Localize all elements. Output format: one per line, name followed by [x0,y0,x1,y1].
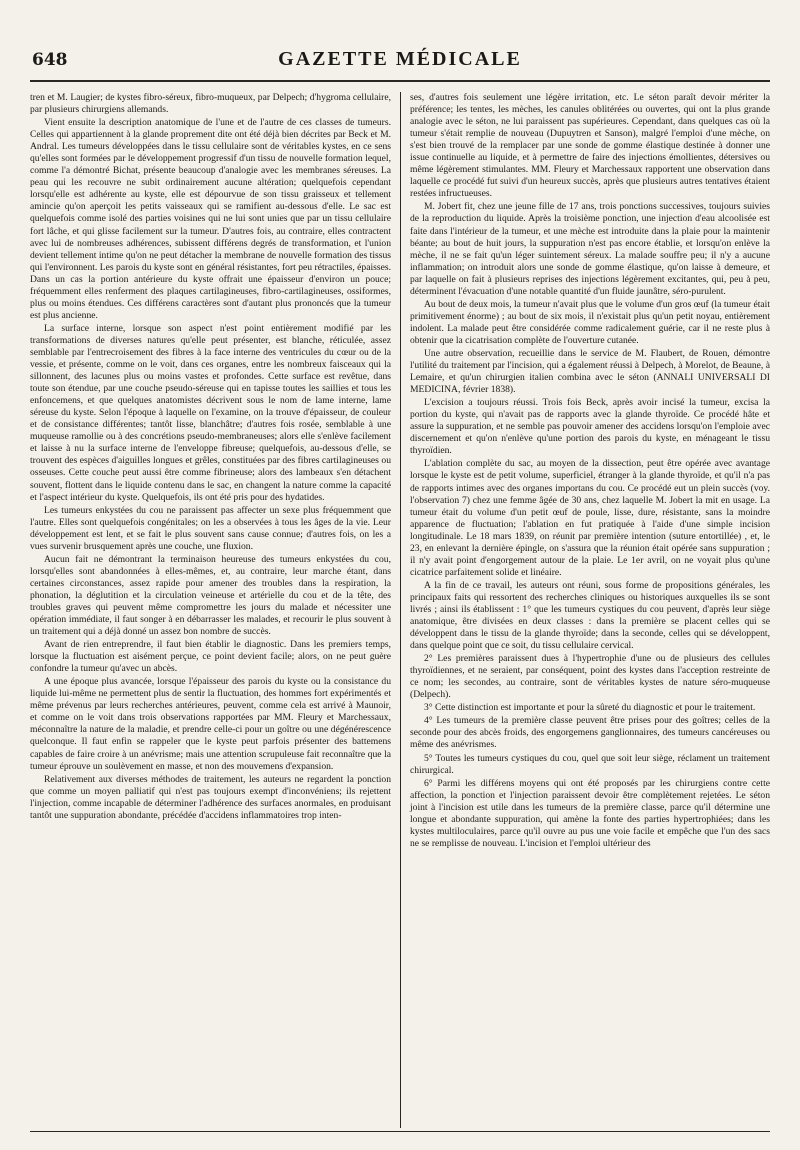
text-columns [30,92,770,1128]
left-column [30,92,400,1128]
right-column [400,92,770,1128]
paragraph: Aucun fait ne démontrant la terminaison heureuse des tumeurs enkystées du cou, lorsqu'elles sont abandonnées à elles-mêmes, et, au contraire, leur marche étant, dans certaines circonstances, assez rapide pour amener des troubles dans la respiration, la phonation, la déglutition et la circulation veineuse et artérielle du cou et de la tête, des troubles graves qui peuvent même compromettre les jours du malade et nécessiter une opération immédiate, il faut songer à en débarrasser les malades, et recourir le plus souvent à un traitement qui a déjà donné un assez bon nombre de succès. [30,553,391,638]
paragraph: Avant de rien entreprendre, il faut bien établir le diagnostic. Dans les premiers temps, lorsque la fluctuation est aisément perçue, ce point devient facile; alors, on ne peut guère confondre la tumeur qu'avec un abcès. [30,639,391,675]
page-number: 648 [32,50,68,70]
paragraph: L'ablation complète du sac, au moyen de la dissection, peut être opérée avec avantage lorsque le kyste est de petit volume, superficiel, étranger à la glande thyroïde, et qu'il n'a pas de rapports intimes avec des organes importans du cou. Ce procédé eut un plein succès (voy. l'observation 7) chez une femme âgée de 30 ans, chez laquelle M. Jobert la mit en usage. La tumeur était du volume d'un petit œuf de poule, lisse, dure, résistante, sans la moindre apparence de fluctuation; l'ablation en fut pratiquée à l'aide d'une simple incision longitudinale. Le 18 mars 1839, on réunit par première intention (suture entortillée) , et, le 23, en enlevant la dernière épingle, on s'assura que la réunion était opérée sans suppuration ; il n'y avait point d'engorgement autour de la plaie. Le 1er avril, on ne voyait plus qu'une cicatrice parfaitement solide et linéaire. [410,458,770,578]
paragraph: Une autre observation, recueillie dans le service de M. Flaubert, de Rouen, démontre l'utilité du traitement par l'incision, qui a également réussi à Delpech, à Morelot, de Beaune, à Lemaire, et qu'un chirurgien italien combina avec le séton (ANNALI UNIVERSALI DI MEDICINA, février 1838). [410,347,770,396]
paragraph: L'excision a toujours réussi. Trois fois Beck, après avoir incisé la tumeur, excisa la portion du kyste, qui n'avait pas de rapports avec la glande thyroïde. Ce procédé hâte et assure la suppuration, et ne semble pas pouvoir amener des accidens lorsqu'on l'emploie avec discernement et qu'on n'enlève qu'une portion des parois du kyste, en ménageant le tissu thyroïdien. [410,397,770,457]
paragraph: 2° Les premières paraissent dues à l'hypertrophie d'une ou de plusieurs des cellules thyroïdiennes, et ne seraient, par conséquent, point des kystes dans l'acception restreinte de ce nom; les secondes, au contraire, sont de véritables kystes de nature séro-muqueuse (Delpech). [410,653,770,701]
paragraph: Au bout de deux mois, la tumeur n'avait plus que le volume d'un gros œuf (la tumeur était primitivement énorme) ; au bout de six mois, il n'existait plus qu'un petit noyau, entièrement indolent. La malade peut être considérée comme radicalement guérie, car il ne reste plus à obtenir que la cicatrisation complète de l'ouverture cutanée. [410,298,770,346]
paragraph: La surface interne, lorsque son aspect n'est point entièrement modifié par les transformations de diverses natures qu'elle peut présenter, est blanche, réticulée, assez semblable par l'entrecroisement des fibres à la face interne des ventricules du cœur ou de la vessie, et présente, comme on le voit, dans ces organes, entre les nombreux faisceaux qui la sillonnent, des lacunes plus ou moins vastes et profondes. Cette surface est revêtue, dans toute son étendue, par une couche pseudo-séreuse qui en tapisse toutes les saillies et tous les enfoncemens, et que quelques anatomistes décrivent sous le nom de lame interne, lame séreuse du kyste. Selon l'époque à laquelle on l'examine, on la trouve d'épaisseur, de couleur et de consistance différentes; tantôt lisse, blanchâtre; d'autres fois rosée, semblable à une muqueuse ramollie ou à des concrétions pseudo-membraneuses; alors elle s'enlève facilement et laisse à nu la surface interne de l'enveloppe fibreuse; quelquefois, au-dessous d'elle, se trouvent des espèces d'aiguilles longues et grêles, constituées par des fibres cartilagineuses ou osseuses. Cette couche peut aussi être comme fibrineuse; alors des lambeaux s'en détachent souvent, flottent dans le liquide contenu dans le sac, en changent la nature comme la capacité et l'aspect intérieur du kyste. Quelquefois, ils ont été pris pour des hydatides. [30,322,391,503]
paragraph: Relativement aux diverses méthodes de traitement, les auteurs ne regardent la ponction que comme un moyen palliatif qui n'est pas toujours exempt d'inconvéniens; ils rejettent l'injection, comme incapable de déterminer l'adhérence des surfaces anormales, en produisant tantôt une suppuration abondante, précédée d'accidens inflammatoires trop inten- [30,773,391,821]
paragraph: Les tumeurs enkystées du cou ne paraissent pas affecter un sexe plus fréquemment que l'autre. Elles sont quelquefois congénitales; on les a observées à tous les âges de la vie. Leur développement est lent, et se fait le plus souvent sans cause connue; d'autres fois, on les a vues survenir brusquement après une couche, une fluxion. [30,504,391,552]
paragraph: tren et M. Laugier; de kystes fibro-séreux, fibro-muqueux, par Delpech; d'hygroma cellulaire, par plusieurs chirurgiens allemands. [30,92,391,116]
footer-rule [30,1131,770,1132]
paragraph: A une époque plus avancée, lorsque l'épaisseur des parois du kyste ou la consistance du liquide lui-même ne permettent plus de sentir la fluctuation, des hommes fort expérimentés et même prévenus par leurs recherches antérieures, peuvent, comme cela est arrivé à Maunoir, et comme on le voit dans trois observations rapportées par MM. Fleury et Marchessaux, méconnaître la nature de la maladie, et prendre celle-ci pour un goître ou une dégénérescence quelconque. Il faut enfin se rappeler que le kyste peut parfois présenter des battemens capables de faire croire à un anévrisme; mais une attention scrupuleuse fait reconnaître que la tumeur éprouve un soulèvement en masse, et non des mouvemens d'expansion. [30,676,391,772]
page-header [30,42,770,82]
journal-title: GAZETTE MÉDICALE [278,48,522,70]
paragraph: 5° Toutes les tumeurs cystiques du cou, quel que soit leur siège, réclament un traitement chirurgical. [410,752,770,776]
paragraph: ses, d'autres fois seulement une légère irritation, etc. Le séton paraît devoir mériter la préférence; les tentes, les mèches, les canules oblitérées ou ouvertes, qui ont la plus grande analogie avec le séton, ne lui paraissent pas supérieures. Cependant, dans quelques cas où la tumeur s'était remplie de nouveau (Dupuytren et Sanson), malgré l'emploi d'une mèche, on s'est bien trouvé de la remplacer par une sonde de gomme élastique destinée à donner une issue continuelle au liquide, et à permettre de faire des injections émollientes, détersives ou même légèrement stimulantes. MM. Fleury et Marchessaux rapportent une observation dans laquelle ce procédé fut suivi d'un heureux succès, après que plusieurs autres tentatives étaient restées infructueuses. [410,92,770,200]
paragraph: 4° Les tumeurs de la première classe peuvent être prises pour des goîtres; celles de la seconde pour des abcès froids, des engorgemens ganglionnaires, des tumeurs cancéreuses ou même des anévrismes. [410,715,770,751]
paragraph: A la fin de ce travail, les auteurs ont réuni, sous forme de propositions générales, les principaux faits qui ressortent des recherches cliniques ou historiques auxquelles ils se sont livrés ; ainsi ils établissent : 1° que les tumeurs cystiques du cou peuvent, d'après leur siège anatomique, être divisées en deux classes : dans la première se placent celles qui se développent dans le tissu de la glande thyroïde; dans la seconde, celles qui se développent, dans quelque point que ce soit, du tissu cellulaire cervical. [410,579,770,652]
paragraph: M. Jobert fit, chez une jeune fille de 17 ans, trois ponctions successives, toujours suivies de la reproduction du liquide. Après la troisième ponction, une injection d'eau alcoolisée est faite dans l'intérieur de la tumeur, et une mèche est introduite dans la plaie pour la maintenir béante; au bout de huit jours, la suppuration n'est pas encore établie, et lorsqu'on enlève la mèche, il ne se fait qu'un léger suintement séreux. La malade souffre peu; il n'y a aucune inflammation; on introduit alors une sonde de gomme élastique, qu'on laisse à demeure, et par laquelle on fait à plusieurs reprises des injections légèrement excitantes, qui, peu à peu, déterminent l'évacuation d'une notable quantité d'un fluide jaunâtre, séro-purulent. [410,201,770,297]
paragraph: 3° Cette distinction est importante et pour la sûreté du diagnostic et pour le traitement. [424,702,756,714]
paragraph: 6° Parmi les différens moyens qui ont été proposés par les chirurgiens contre cette affection, la ponction et l'injection paraissent devoir être complètement rejetées. Le séton joint à l'incision est utile dans les tumeurs de la première classe, parce qu'il détermine une longue et abondante suppuration, qui amène la fonte des parties hypertrophiées; dans les kystes multiloculaires, parce qu'il ouvre au pus une voie facile et empêche que l'un des sacs ne se remplisse de nouveau. L'incision et l'emploi ultérieur des [410,777,770,849]
paragraph: Vient ensuite la description anatomique de l'une et de l'autre de ces classes de tumeurs. Celles qui appartiennent à la glande proprement dite ont été déjà bien décrites par Beck et M. Andral. Les tumeurs développées dans le tissu cellulaire sont de véritables kystes, en ce sens qu'elles sont formées par le développement progressif d'un tissu de nouvelle formation lequel, comme l'a démontré Bichat, présente beaucoup d'analogie avec les membranes séreuses. La peau qui les recouvre ne subit ordinairement aucune altération; quelquefois cependant lorsqu'elle est adhérente au kyste, elle est dépourvue de son tissu graisseux et tellement amincie qu'on aperçoit les petits vaisseaux qui se ramifient au-dessous d'elle. Le sac est quelquefois comme isolé des parties voisines qui ne lui sont unies que par un tissu cellulaire fort lâche, et qui glisse facilement sur la tumeur. D'autres fois, au contraire, elles contractent avec lui de nombreuses adhérences, subissent différens degrés de transformation, et l'union devient tellement intime qu'on ne peut détacher la membrane de nouvelle formation des tissus qui l'environnent. Les parois du kyste sont en général résistantes, fort peu rétractiles, épaisses. Dans un cas la portion antérieure du kyste offrait une épaisseur d'environ un pouce; fréquemment elles renferment des plaques cartilagineuses, fibro-cartilagineuses, ossiformes, plus ou moins étendues. Ces différens caractères sont d'autant plus prononcés que la tumeur est plus ancienne. [30,117,391,321]
